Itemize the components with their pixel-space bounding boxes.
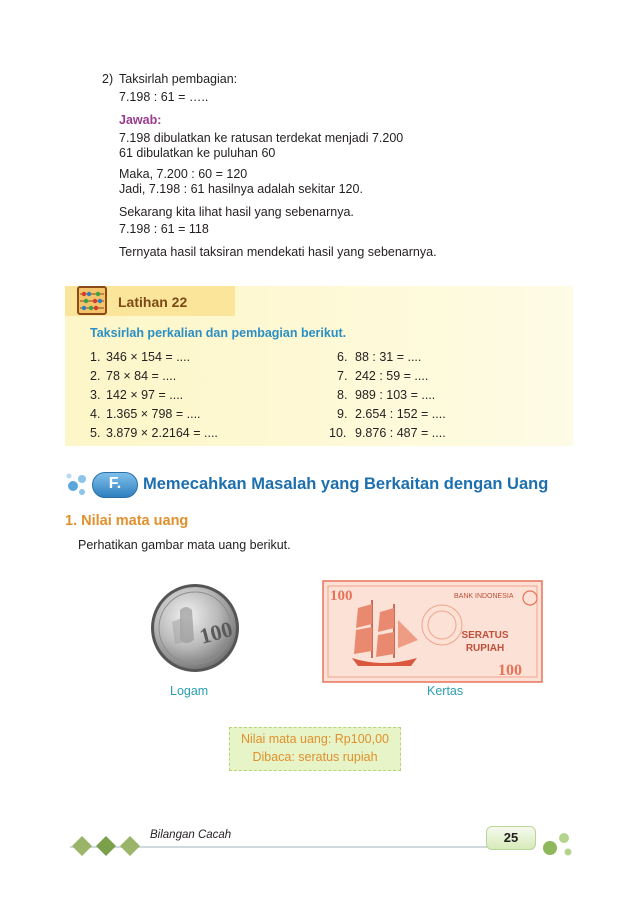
page-number: 25 bbox=[503, 830, 519, 845]
reading-note-line: Dibaca: seratus rupiah bbox=[252, 750, 378, 764]
answer-line: Maka, 7.200 : 60 = 120 bbox=[119, 167, 248, 181]
answer-line: Sekarang kita lihat hasil yang sebenarnya. bbox=[119, 205, 354, 219]
exercise-number: 1. bbox=[90, 350, 101, 364]
answer-line: 7.198 dibulatkan ke ratusan terdekat menjadi 7.200 bbox=[119, 131, 404, 145]
answer-line: 7.198 : 61 = 118 bbox=[119, 222, 209, 236]
abacus-icon bbox=[76, 284, 108, 316]
footer-diamonds-icon bbox=[70, 834, 148, 858]
subsection-title: 1. Nilai mata uang bbox=[65, 513, 189, 529]
value-note-line: Nilai mata uang: Rp100,00 bbox=[240, 732, 389, 746]
coin-face-value: 100 bbox=[196, 616, 236, 649]
exercise-number: 3. bbox=[90, 388, 101, 402]
latihan-title: Latihan 22 bbox=[118, 294, 188, 310]
exercise-number: 6. bbox=[337, 350, 348, 364]
section-letter: F. bbox=[108, 475, 122, 492]
exercise-expression: 3.879 × 2.2164 = .... bbox=[106, 426, 218, 440]
exercise-expression: 78 × 84 = .... bbox=[106, 369, 177, 383]
exercise-expression: 989 : 103 = .... bbox=[355, 388, 436, 402]
exercise-expression: 88 : 31 = .... bbox=[355, 350, 422, 364]
banknote-bank-name: BANK INDONESIA bbox=[454, 593, 514, 600]
answer-line: Ternyata hasil taksiran mendekati hasil yang sebenarnya. bbox=[119, 245, 437, 259]
exercise-number: 5. bbox=[90, 426, 101, 440]
coin-caption: Logam bbox=[170, 684, 209, 698]
exercise-number: 7. bbox=[337, 369, 348, 383]
exercise-number: 4. bbox=[90, 407, 101, 421]
exercise-expression: 346 × 154 = .... bbox=[106, 350, 191, 364]
footer-chapter: Bilangan Cacah bbox=[150, 829, 232, 841]
banknote-corner-value-bottom: 100 bbox=[498, 662, 522, 679]
answer-line: 61 dibulatkan ke puluhan 60 bbox=[119, 146, 276, 160]
exercise-number: 10. bbox=[329, 426, 347, 440]
problem-statement: 7.198 : 61 = ….. bbox=[119, 90, 209, 104]
exercise-number: 2. bbox=[90, 369, 101, 383]
answer-label: Jawab: bbox=[119, 113, 162, 127]
exercise-expression: 142 × 97 = .... bbox=[106, 388, 184, 402]
banknote-words-1: SERATUS bbox=[461, 630, 509, 641]
exercise-expression: 242 : 59 = .... bbox=[355, 369, 429, 383]
exercise-expression: 9.876 : 487 = .... bbox=[355, 426, 446, 440]
banknote-words-2: RUPIAH bbox=[465, 643, 505, 654]
exercise-expression: 1.365 × 798 = .... bbox=[106, 407, 201, 421]
item-number: 2) bbox=[102, 72, 114, 86]
subsection-intro: Perhatikan gambar mata uang berikut. bbox=[78, 538, 291, 552]
latihan-instruction: Taksirlah perkalian dan pembagian berikut. bbox=[90, 326, 347, 340]
exercise-number: 8. bbox=[337, 388, 348, 402]
item-text: Taksirlah pembagian: bbox=[119, 72, 238, 86]
banknote-illustration bbox=[322, 580, 543, 683]
exercise-expression: 2.654 : 152 = .... bbox=[355, 407, 446, 421]
banknote-corner-value: 100 bbox=[330, 588, 353, 604]
exercise-number: 9. bbox=[337, 407, 348, 421]
section-title: Memecahkan Masalah yang Berkaitan dengan Uang bbox=[143, 475, 549, 493]
footer-bubbles-icon bbox=[540, 828, 576, 860]
answer-line: Jadi, 7.198 : 61 hasilnya adalah sekitar 120. bbox=[119, 182, 363, 196]
coin-illustration bbox=[150, 582, 240, 674]
banknote-caption: Kertas bbox=[427, 684, 464, 698]
